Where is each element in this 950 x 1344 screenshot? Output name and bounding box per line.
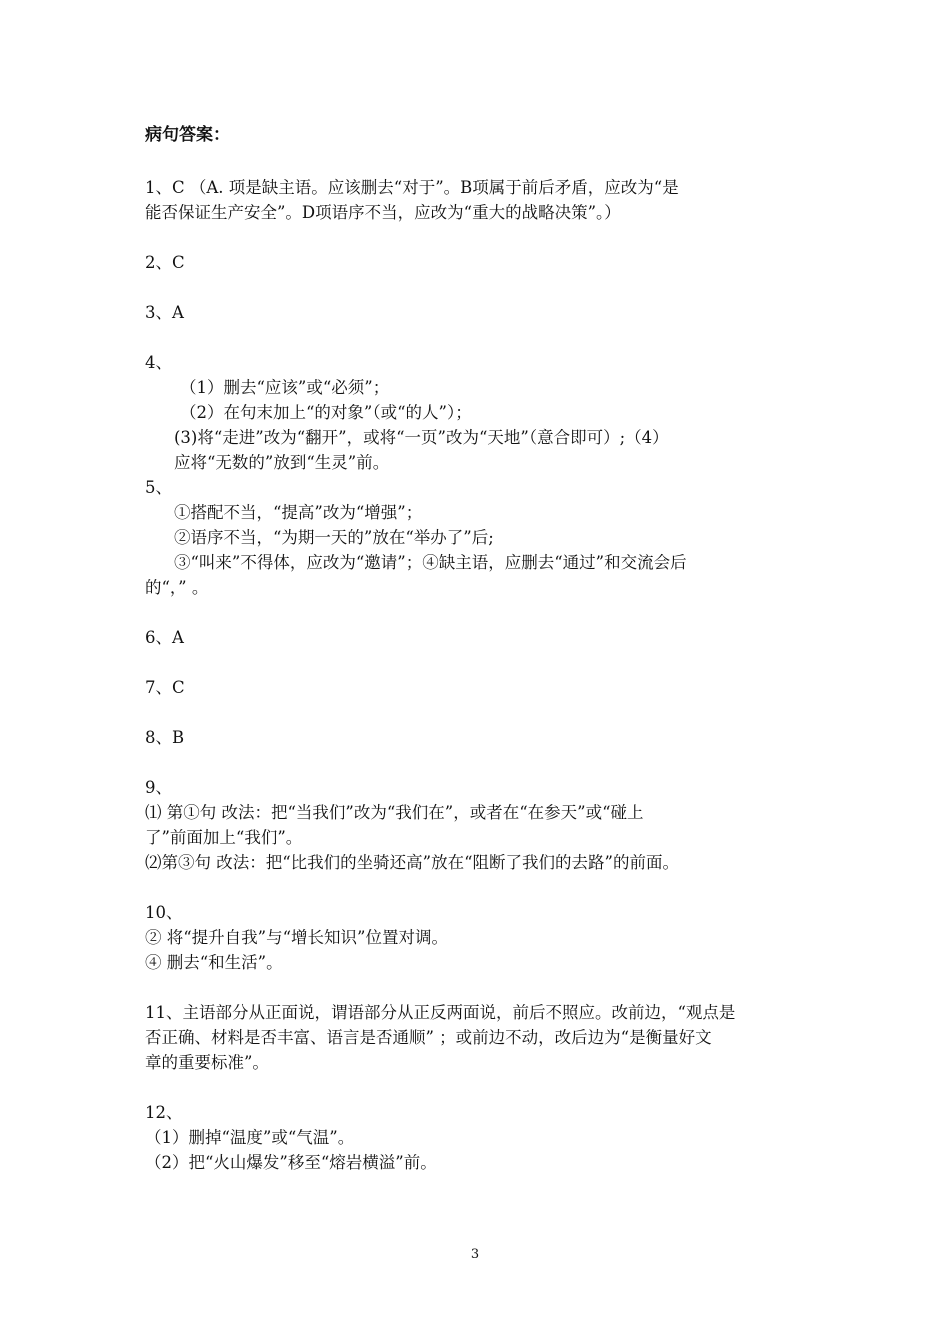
answer-3: 3、A [145, 303, 184, 322]
answer-12-heading: 12、 [145, 1103, 183, 1122]
answer-7: 7、C [145, 678, 185, 697]
answer-5-item-3: ③“叫来”不得体，应改为“邀请”；④缺主语，应删去“通过”和交流会后 [174, 553, 687, 572]
answer-5-item-1: ①搭配不当，“提高”改为“增强”； [174, 503, 423, 522]
answer-9-item-1: ⑴ 第①句 改法：把“当我们”改为“我们在”，或者在“在参天”或“碰上 [145, 803, 644, 822]
answer-4-heading: 4、 [145, 353, 172, 372]
answer-10-item-2: ④ 删去“和生活”。 [145, 953, 283, 972]
answer-6: 6、A [145, 628, 184, 647]
answer-5-heading: 5、 [145, 478, 172, 497]
answer-1-line-2: 能否保证生产安全”。D项语序不当，应改为“重大的战略决策”。） [145, 203, 621, 222]
answer-2: 2、C [145, 253, 185, 272]
answer-9-item-1-cont: 了”前面加上“我们”。 [145, 828, 303, 847]
answer-10-item-1: ② 将“提升自我”与“增长知识”位置对调。 [145, 928, 448, 947]
answer-4-item-2: （2）在句末加上“的对象”（或“的人”）； [180, 403, 472, 422]
answer-5-item-3-cont: 的“，” 。 [145, 578, 209, 597]
answer-12-item-2: （2）把“火山爆发”移至“熔岩横溢”前。 [145, 1153, 437, 1172]
answer-10-heading: 10、 [145, 903, 183, 922]
answer-11-line-1: 11、主语部分从正面说，谓语部分从正反两面说，前后不照应。改前边，“观点是 [145, 1003, 736, 1022]
answer-1-line-1: 1、C （A. 项是缺主语。应该删去“对于”。B项属于前后矛盾，应改为“是 [145, 178, 679, 197]
answer-11-line-2: 否正确、材料是否丰富、语言是否通顺” ；或前边不动，改后边为“是衡量好文 [145, 1028, 712, 1047]
answer-9-heading: 9、 [145, 778, 172, 797]
answer-4-item-3-cont: 应将“无数的”放到“生灵”前。 [174, 453, 390, 472]
answer-9-item-2: ⑵第③句 改法：把“比我们的坐骑还高”放在“阻断了我们的去路”的前面。 [145, 853, 679, 872]
answer-5-item-2: ②语序不当，“为期一天的”放在“举办了”后; [174, 528, 494, 547]
section-title: 病句答案： [145, 125, 230, 145]
page-number: 3 [470, 1247, 480, 1262]
answer-12-item-1: （1）删掉“温度”或“气温”。 [145, 1128, 355, 1147]
answer-4-item-1: （1）删去“应该”或“必须”； [180, 378, 390, 397]
answer-4-item-3: (3)将“走进”改为“翻开”，或将“一页”改为“天地”（意合即可）;（4） [174, 428, 669, 447]
answer-11-line-3: 章的重要标准”。 [145, 1053, 269, 1072]
answer-8: 8、B [145, 728, 185, 747]
